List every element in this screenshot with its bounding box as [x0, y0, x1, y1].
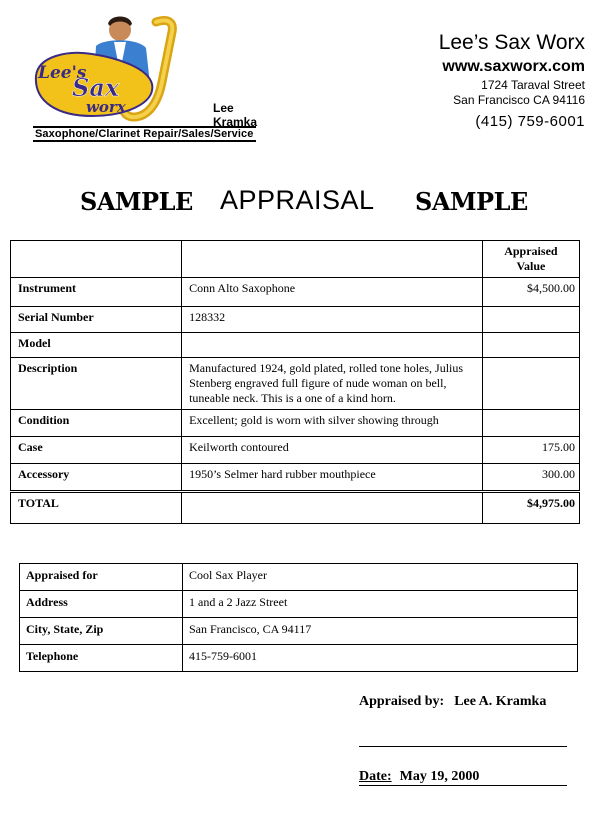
appraiser-name: Lee A. Kramka — [454, 694, 547, 709]
row-label: City, State, Zip — [20, 618, 183, 645]
company-tagline: Saxophone/Clarinet Repair/Sales/Service — [35, 128, 254, 140]
company-street: 1724 Taraval Street — [481, 78, 585, 92]
row-value — [482, 358, 579, 410]
row-description: Manufactured 1924, gold plated, rolled tone holes, Julius Stenberg engraved full figure of nude woman on bell, tuneable neck. This is a one of a kind horn. — [182, 358, 483, 410]
company-logo — [28, 12, 278, 144]
table-row — [11, 464, 580, 492]
row-value — [482, 410, 579, 437]
row-label: Telephone — [20, 645, 183, 672]
row-value: 300.00 — [482, 464, 579, 492]
appraised-by-label: Appraised by: — [359, 694, 445, 709]
table-row — [20, 645, 578, 672]
row-value: $4,500.00 — [482, 278, 579, 307]
row-value — [482, 333, 579, 358]
date-label: Date: — [359, 769, 392, 784]
table-row — [11, 437, 580, 464]
table-row — [11, 278, 580, 307]
sample-watermark-right: SAMPLE — [415, 187, 528, 216]
row-description: Excellent; gold is worn with silver showing through — [182, 410, 483, 437]
row-value: 1 and a 2 Jazz Street — [183, 591, 578, 618]
row-description: 128332 — [182, 307, 483, 333]
document-title — [0, 183, 595, 219]
svg-text:Sax: Sax — [72, 73, 120, 102]
owner-name: Lee Kramka — [213, 101, 258, 129]
table-row — [20, 591, 578, 618]
svg-text:worx: worx — [86, 98, 126, 116]
row-label: Condition — [11, 410, 182, 437]
table-header-row — [11, 241, 580, 278]
client-info-table — [19, 563, 578, 672]
row-label: Instrument — [11, 278, 182, 307]
total-label: TOTAL — [11, 492, 182, 524]
table-row — [20, 564, 578, 591]
row-label: Accessory — [11, 464, 182, 492]
row-description: Conn Alto Saxophone — [182, 278, 483, 307]
row-description: Keilworth contoured — [182, 437, 483, 464]
table-row — [11, 410, 580, 437]
table-row — [20, 618, 578, 645]
appraised-by — [359, 694, 546, 710]
row-description — [182, 333, 483, 358]
page-title: APPRAISAL — [220, 185, 375, 215]
company-phone: (415) 759-6001 — [475, 113, 585, 130]
row-value: San Francisco, CA 94117 — [183, 618, 578, 645]
row-label: Model — [11, 333, 182, 358]
date-value: May 19, 2000 — [399, 769, 480, 784]
table-row — [11, 358, 580, 410]
company-name: Lee’s Sax Worx — [438, 31, 585, 54]
appraisal-table — [10, 240, 580, 524]
row-description: 1950’s Selmer hard rubber mouthpiece — [182, 464, 483, 492]
row-value: Cool Sax Player — [183, 564, 578, 591]
company-city: San Francisco CA 94116 — [453, 93, 585, 107]
table-row — [11, 333, 580, 358]
total-value: $4,975.00 — [482, 492, 579, 524]
row-label: Appraised for — [20, 564, 183, 591]
sample-watermark-left: SAMPLE — [80, 187, 193, 216]
row-label: Case — [11, 437, 182, 464]
company-website-link[interactable]: www.saxworx.com — [442, 58, 585, 75]
row-label: Address — [20, 591, 183, 618]
row-label: Description — [11, 358, 182, 410]
table-row — [11, 307, 580, 333]
svg-text:Lee's: Lee's — [38, 63, 87, 83]
company-info — [439, 30, 585, 133]
date-line — [359, 769, 567, 786]
total-row — [11, 492, 580, 524]
row-label: Serial Number — [11, 307, 182, 333]
signature-line — [359, 746, 567, 747]
row-value: 175.00 — [482, 437, 579, 464]
row-value: 415-759-6001 — [183, 645, 578, 672]
appraised-value-header: Appraised Value — [482, 241, 579, 278]
row-value — [482, 307, 579, 333]
